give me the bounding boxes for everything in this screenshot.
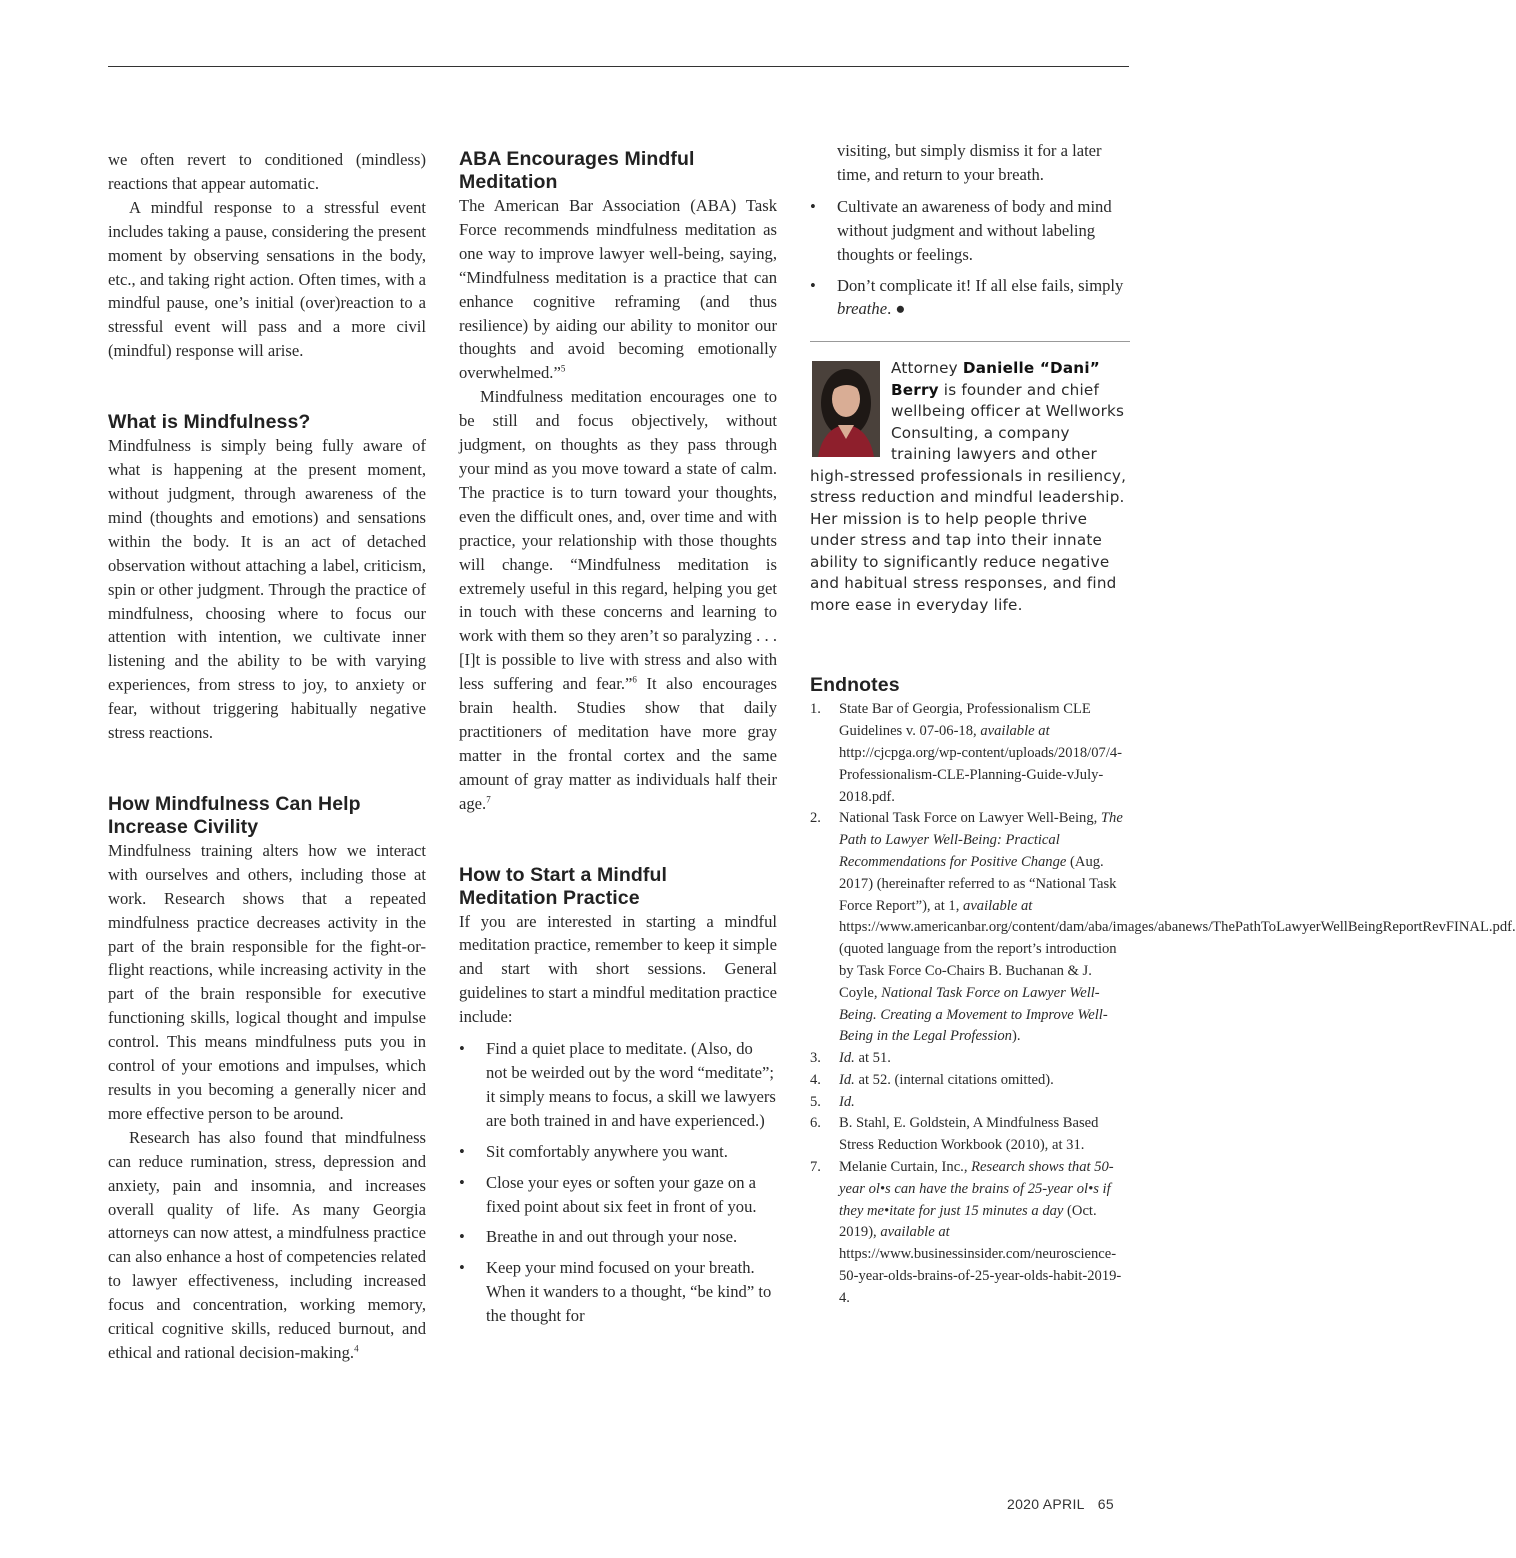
bullet-icon: • — [459, 1172, 465, 1192]
heading-how-to-start: How to Start a Mindful Meditation Practice — [459, 863, 668, 909]
list-item: 7. Melanie Curtain, Inc., Research shows that 50-year ol•s can have the brains of 25-year ol•s if they me•itate for just 15 minutes a day (Oct. 2019), available at https://www.businessinsider.com/neuroscience-50-year-olds-brains-of-25-year-olds-habit-2019-4. — [810, 1159, 1122, 1306]
guidelines-list — [459, 1037, 777, 1328]
footnote-ref: 4 — [354, 1343, 359, 1354]
list-item: • Find a quiet place to meditate. (Also, do not be weirded out by the word “meditate”; it simply means to focus, a skill we lawyers are both trained in and have experienced.) — [459, 1039, 776, 1130]
endnotes-list — [810, 699, 1516, 1309]
column-3 — [810, 139, 1516, 1310]
paragraph: Research has also found that mindfulness can reduce rumination, stress, depression and anxiety, pain and insomnia, and increases overall quality of life. As many Georgia attorneys can now attest, a mindfulness practice can also enhance a host of competencies related to lawyer effectiveness, including increased focus and concentration, working memory, critical cognitive skills, reduced burnout, and ethical and rational decision-making.$^4$ — [108, 1127, 426, 1362]
list-item: • Keep your mind focused on your breath. When it wanders to a thought, “be kind” to the thought for — [459, 1258, 772, 1326]
page-footer — [1007, 1496, 1114, 1512]
bullet-icon: • — [459, 1141, 465, 1161]
guidelines-list-cont — [810, 195, 1130, 322]
footnote-ref: 5 — [560, 363, 566, 374]
list-item: • Breathe in and out through your nose. — [459, 1225, 777, 1249]
list-item: 1. State Bar of Georgia, Professionalism CLE Guidelines v. 07-06-18, available at http://cjcpga.org/wp-content/uploads/2018/07/4-Professionalism-CLE-Planning-Guide-vJuly-2018.pdf. — [810, 701, 1123, 805]
paragraph: Mindfulness is simply being fully aware of what is happening at the present moment, without judgment, through awareness of the mind (thoughts and emotions) and sensations within the body. It is an act of detached observation without attaching a label, criticism, spin or other judgment. Through the practice of mindfulness, choosing where to focus our attention with intention, we cultivate inner listening and the ability to be with varying experiences, from stress to joy, to anxiety or fear, without triggering habitually negative stress reactions. — [108, 436, 426, 743]
bullet-icon: • — [810, 196, 816, 216]
heading-what-is-mindfulness: What is Mindfulness? — [108, 411, 311, 434]
paragraph: If you are interested in starting a mindful meditation practice, remember to keep it simple and start with short sessions. General guidelines to start a mindful meditation practice include: — [459, 911, 777, 1027]
list-item: 5. Id. — [810, 1093, 855, 1110]
list-item: • Don’t complicate it! If all else fails, simply breathe. ● — [810, 275, 1124, 319]
issue-date: 2020 APRIL — [1007, 1496, 1085, 1512]
list-item: • Close your eyes or soften your gaze on a fixed point about six feet in front of you. — [459, 1172, 757, 1216]
bullet-icon: • — [459, 1227, 465, 1247]
list-item: 2. National Task Force on Lawyer Well-Being, The Path to Lawyer Well-Being: Practical Recommendations for Positive Change (Aug. 2017) (hereinafter referred to as “National Task Force Report”), at 1, available at https://www.americanbar.org/content/dam/aba/images/abanews/ThePathToLawyerWellBeingReportRevFINAL.pdf. (quoted language from the report’s introduction by Task Force Co-Chairs B. Buchanan & J. Coyle, National Task Force on Lawyer Well-Being. Creating a Movement to Improve Well-Being in the Legal Profession). — [810, 810, 1516, 1045]
list-item: 4. Id. at 52. (internal citations omitted). — [810, 1071, 1054, 1088]
paragraph: we often revert to conditioned (mindless) reactions that appear automatic. — [108, 150, 426, 193]
column-2 — [459, 148, 777, 1335]
bullet-icon: • — [459, 1258, 465, 1278]
paragraph: The American Bar Association (ABA) Task Force recommends mindfulness meditation as one way to improve lawyer well-being, saying, “Mindfulness meditation is a practice that can enhance cognitive reframing (and thus resilience) by aiding our ability to monitor our thoughts and avoid becoming emotionally overwhelmed.”$^5$ — [459, 196, 777, 383]
paragraph: A mindful response to a stressful event includes taking a pause, considering the present moment by observing sensations in the body, etc., and taking right action. Often times, with a mindful pause, one’s initial (over)reaction to a stressful event will pass and a more civil (mindful) response will arise. — [108, 197, 426, 361]
list-item: 3. Id. at 51. — [810, 1050, 891, 1067]
author-photo — [812, 361, 880, 457]
footnote-ref: 7 — [486, 794, 491, 805]
heading-endnotes: Endnotes — [810, 674, 900, 697]
heading-aba-encourages: ABA Encourages Mindful Meditation — [459, 148, 695, 193]
list-item-continued: visiting, but simply dismiss it for a later time, and return to your breath. — [837, 141, 1102, 184]
divider — [810, 341, 1130, 342]
list-item: 6. B. Stahl, E. Goldstein, A Mindfulness Based Stress Reduction Workbook (2010), at 31. — [810, 1115, 1099, 1154]
bullet-icon: • — [810, 275, 816, 295]
paragraph: Mindfulness meditation encourages one to be still and focus objectively, without judgment, on thoughts as they pass through your mind as you move toward a state of calm. The practice is to turn toward your thoughts, even the difficult ones, and, over time and with practice, your relationship with those thoughts will change. “Mindfulness meditation is extremely useful in this regard, helping you get in touch with these concerns and learning to work with them so they aren’t so paralyzing . . . [I]t is possible to live with stress and also with less suffering and fear.”$^6$ It also encourages brain health. Studies show that daily practitioners of meditation have more gray matter in the frontal cortex and the same amount of gray matter as individuals half their age.$^7$ — [459, 387, 777, 813]
author-bio: Attorney Danielle “Dani” Berry is founder and chief wellbeing officer at Wellworks Consulting, a company training lawyers and other high-stressed professionals in resiliency, stress reduction and mindful leadership. Her mission is to help people thrive under stress and tap into their innate ability to significantly reduce negative and habitual stress responses, and find more ease in everyday life. — [810, 359, 1127, 614]
top-rule — [108, 66, 1129, 67]
page-number: 65 — [1097, 1496, 1114, 1512]
author-name: Danielle “Dani” Berry — [891, 359, 1100, 399]
paragraph: Mindfulness training alters how we interact with ourselves and others, including those at work. Research shows that a repeated mindfulness practice decreases activity in the part of the brain responsible for the fight-or-flight reactions, while increasing activity in the part of the brain responsible for executive functioning skills, logical thought and impulse control. This means mindfulness puts you in control of your emotions and impulses, which results in you becoming a generally nicer and more effective person to be around. — [108, 840, 426, 1123]
list-item: • Sit comfortably anywhere you want. — [459, 1140, 777, 1164]
footnote-ref: 6 — [632, 674, 637, 685]
list-item: • Cultivate an awareness of body and mind without judgment and without labeling thoughts or feelings. — [810, 196, 1112, 264]
column-1 — [108, 148, 426, 1365]
bullet-icon: • — [459, 1039, 465, 1059]
heading-how-mindfulness-helps: How Mindfulness Can Help Increase Civility — [108, 792, 361, 838]
